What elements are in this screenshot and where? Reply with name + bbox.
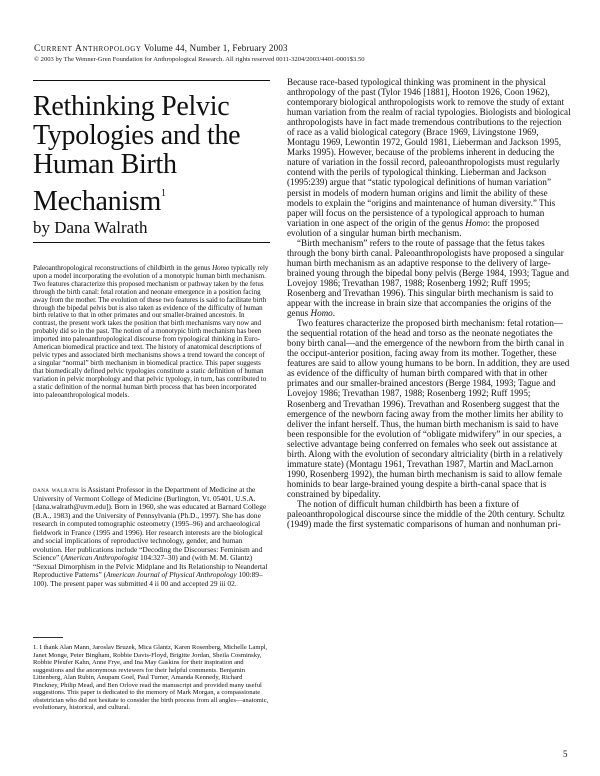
abstract-part-1: Paleoanthropological reconstructions of childbirth in the genus <box>33 264 213 272</box>
journal-line <box>34 43 574 55</box>
journal-name: Current Anthropology <box>34 44 142 54</box>
abstract-part-2: typically rely upon a model incorporating the evolution of a monotypic human birth mechanism. Two features characterize this proposed mechanism or pathway taken by the fetus through the birth canal: fetal rotation and neonate emergence in a position facing away from the mother. The evolution of these two features is said to facilitate birth through the bipedal pelvis but is also taken as evidence of the difficulty of human birth relative to that in other primates and our smaller-brained ancestors. In contrast, the present work takes the position that birth mechanisms vary now and probably did so in the past. The notion of a monotypic birth mechanism has been imported into paleoanthropological discourse from typological thinking in Euro-American biomedical practice and text. The history of anatomical descriptions of pelvic types and associated birth mechanisms shows a trend toward the concept of a singular “normal” birth mechanism in biomedical practice. This paper suggests that biomedically defined pelvic typologies constitute a static definition of human variation in pelvic morphology and that pelvic typology, in turn, has contributed to a static definition of the normal human birth process that has been incorporated into paleoanthropological models. <box>33 264 269 399</box>
title-footnote-marker: 1 <box>160 188 166 199</box>
footnote-rule <box>33 637 63 638</box>
abstract-text <box>33 265 269 399</box>
article-title <box>33 92 283 216</box>
bio-part-2: 104:327–30) and (with M. M. Glantz) “Sexual Dimorphism in the Pelvic Midplane and Its Relationship to Neandertal Reproductive Patterns” ( <box>33 553 268 580</box>
body-column <box>287 77 571 529</box>
abstract-italic-homo: Homo <box>212 264 230 272</box>
p1-part-1: Because race-based typological thinking was prominent in the physical anthropology of the past (Tylor 1946 [1881], Hooton 1926, Coon 1962), contemporary biological anthropologists work to remove the study of extant human variation from the realm of racial typologies. Biologists and biological anthropologists have in fact made tremendous contributions to the rejection of race as a valid biological category (Brace 1969, Livingstone 1969, Montagu 1969, Lewontin 1972, Gould 1981, Lieberman and Jackson 1995, Marks 1995). However, because of the problems inherent in deducing the nature of variation in the fossil record, paleoanthropologists must regularly contend with the perils of typological thinking. Lieberman and Jackson (1995:239) argue that “static typological definitions of human variation” persist in models of modern human origins and limit the ability of these models to explain the “origins and maintenance of human diversity.” This paper will focus on the persistence of a typological approach to human variation in one aspect of the origin of the genus <box>287 77 571 228</box>
bio-text <box>33 486 269 589</box>
bio-journal-1: American Anthropologist <box>63 553 139 563</box>
p2-text: “Birth mechanism” refers to the route of passage that the fetus takes through the bony birth canal. Paleoanthropologists have proposed a singular human birth mechanism as an adaptive response to the delivery of large-brained young through the bipedal bony pelvis (Berge 1984, 1993; Tague and Lovejoy 1986; Trevathan 1987, 1988; Rosenberg 1992; Ruff 1995; Rosenberg and Trevathan 1996). This singular birth mechanism is said to appear with the increase in brain size that accompanies the origins of the genus <box>287 237 569 319</box>
footnote <box>33 644 269 712</box>
p2-italic-homo: Homo <box>310 308 333 319</box>
copyright-line: © 2003 by The Wenner-Gren Foundation for Anthropological Research. All rights reserved 0011-3204/2003/4401-0001$3.50 <box>34 56 365 63</box>
author-rule <box>33 242 270 243</box>
author-bio <box>33 486 269 589</box>
body-paragraph-2 <box>287 238 571 318</box>
p2-end: . <box>332 308 336 319</box>
title-line-1: Rethinking Pelvic <box>33 91 230 122</box>
bio-author-name: dana walrath <box>33 485 80 494</box>
running-header <box>34 43 574 64</box>
author-byline: by Dana Walrath <box>33 218 148 237</box>
title-line-4: Mechanism <box>33 186 161 217</box>
page-number: 5 <box>563 749 568 759</box>
body-paragraph-4: The notion of difficult human childbirth has been a fixture of paleoanthropological discourse since the middle of the 20th century. Schultz (1949) made the first systematic comparisons of human and nonhuman pri- <box>287 498 565 530</box>
bio-journal-2: American Journal of Physical Anthropology <box>106 570 237 580</box>
body-paragraph-1 <box>287 77 571 238</box>
bio-part-3: 100:89–100). The present paper was submitted 4 ii 00 and accepted 29 iii 02. <box>33 570 263 589</box>
title-line-3: Human Birth <box>33 149 177 180</box>
title-top-rule <box>33 80 270 81</box>
title-line-2: Typologies and the <box>33 120 241 151</box>
body-paragraph-3: Two features characterize the proposed birth mechanism: fetal rotation—the sequential rotation of the head and torso as the neonate negotiates the bony birth canal—and the emergence of the newborn from the birth canal in the occiput-anterior position, facing away from its mother. Together, these features are said to allow young humans to be born. In addition, they are used as evidence of the difficulty of human birth compared with that in other primates and our smaller-brained ancestors (Berge 1984, 1993; Tague and Lovejoy 1986; Trevathan 1987, 1988; Rosenberg 1992; Ruff 1995; Rosenberg and Trevathan 1996). Trevathan and Rosenberg suggest that the emergence of the newborn facing away from the mother limits her ability to deliver the infant herself. Thus, the human birth mechanism is said to have been responsible for the evolution of “obligate midwifery” in our species, a selective advantage being conferred on females who seek out assistance at birth. Along with the evolution of secondary altriciality (birth in a relatively immature state) (Montagu 1961, Trevathan 1987, Martin and MacLarnon 1990, Rosenberg 1992), the human birth mechanism is said to allow female hominids to bear large-brained young despite a birth-canal space that is constrained by bipedality. <box>287 318 570 499</box>
p1-italic-homo: Homo <box>465 217 488 228</box>
bio-part-1: is Assistant Professor in the Department of Medicine at the University of Vermont College of Medicine (Burlington, Vt. 05401, U.S.A. [dana.walrath@uvm.edu]). Born in 1960, she was educated at Barnard College (B.A., 1983) and the University of Pennsylvania (Ph.D., 1997). She has done research in computed tomographic osteometry (1995–96) and archaeological fieldwork in France (1995 and 1996). Her research interests are the biological and social implications of reproductive technology, gender, and human evolution. Her publications include “Decoding the Discourses: Feminism and Science” ( <box>33 485 267 563</box>
p1-part-2: : the proposed evolution of a singular human birth mechanism. <box>287 217 540 238</box>
footnote-text: 1. I thank Alan Mann, Jaroslav Bruzek, Mica Glantz, Karen Rosenberg, Michelle Lampl, Janet Monge, Peter Bingham, Robbie Davis-Floyd, Brigitte Jordan, Sheila Cosminsky, Robbie Pfeufer Kahn, Anne Frye, and Ina May Gaskins for their inspiration and suggestions and the anonymous reviewers for their helpful comments. Benjamin Littenberg, Alan Rubin, Anupam Goel, Paul Turner, Amanda Kennedy, Richard Pinckney, Philip Mead, and Ben Orlove read the manuscript and provided many useful suggestions. This paper is dedicated to the memory of Mark Morgan, a compassionate obstetrician who did not hesitate to consider the birth process from all angles—anatomic, evolutionary, historical, and cultural. <box>33 644 269 711</box>
journal-issue: Volume 44, Number 1, February 2003 <box>143 43 288 53</box>
abstract <box>33 265 269 399</box>
